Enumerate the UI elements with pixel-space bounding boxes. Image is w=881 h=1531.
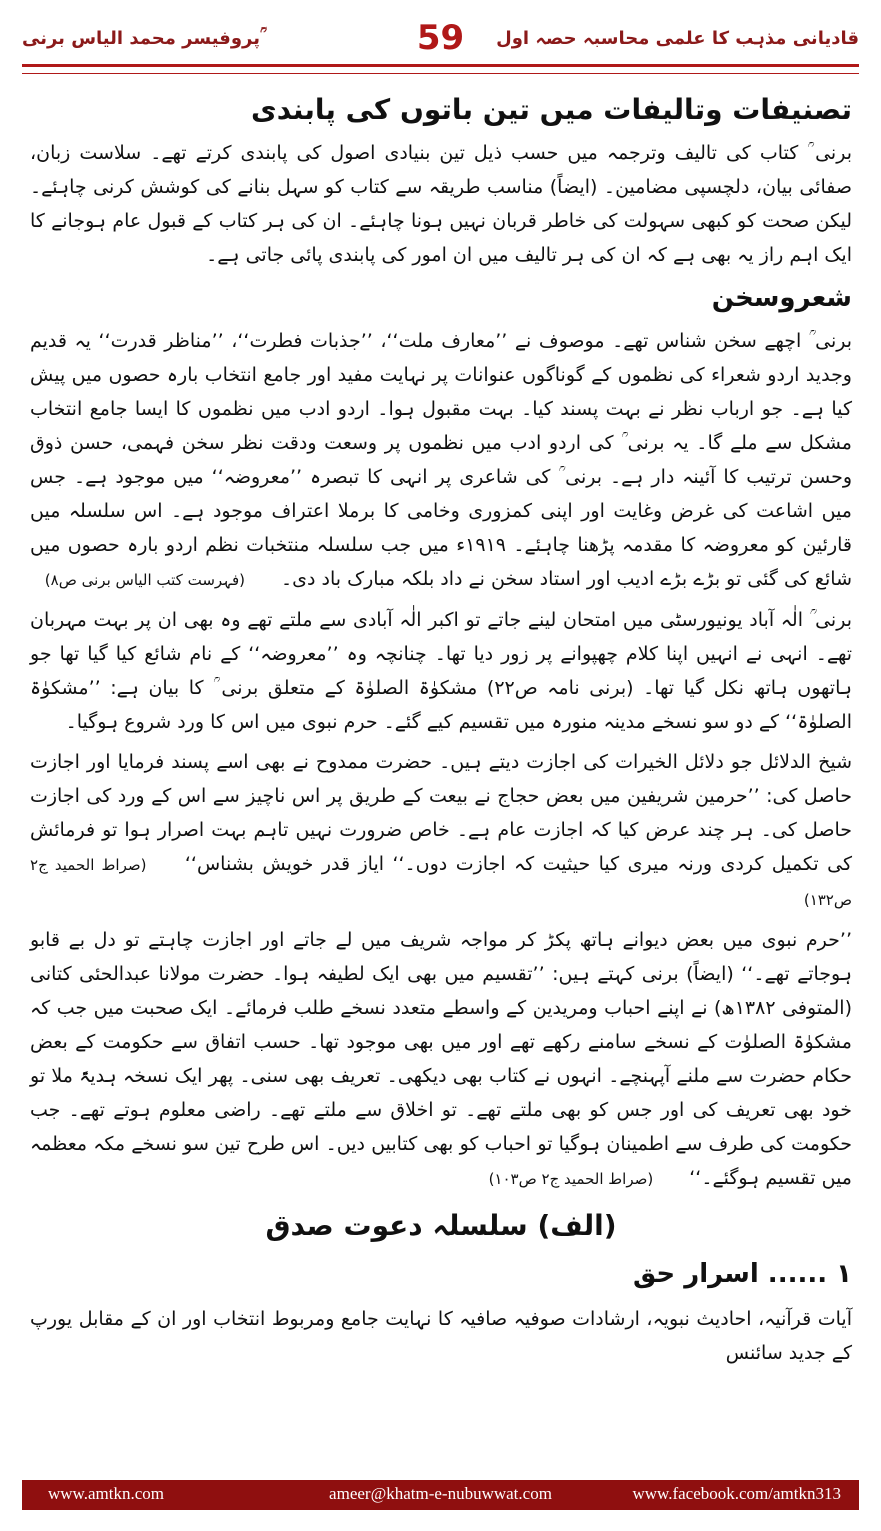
paragraph-distribution-text: ’’حرم نبوی میں بعض دیوانے ہاتھ پکڑ کر مواجہ شریف میں لے جاتے اور اجازت چاہتے تو دل بے قابو ہوجاتے تھے۔‘‘ (ایضاً) برنی کہتے ہیں: ’’تقسیم میں بھی ایک لطیفہ ہوا۔ حضرت مولانا عبدالحئی کتانی (المتوفی ۱۳۸۲ھ) نے اپنے احباب ومریدین کے واسطے متعدد نسخے طلب فرمائے۔ ایک صحبت میں جب کہ مشکوٰۃ الصلوٰت کے نسخے سامنے رکھے تھے اور میں بھی موجود تھا۔ حسب اتفاق سے حکومت کے بعض حکام حضرت سے ملنے آپہنچے۔ انہوں نے کتاب بھی دیکھی۔ تعریف بھی سنی۔ پھر ایک نسخہ ہدیۃً ملا تو خود بھی تعریف کی اور جس کو بھی ملتے تھے۔ تو اخلاق سے ملتے تھے۔ راضی معلوم ہوتے تھے۔ جب حکومت کی طرف سے اطمینان ہوگیا تو احباب کو بھی کتابیں دیں۔ اس طرح تین سو نسخے مکہ معظمہ میں تقسیم ہوگئے۔‘‘ [30,929,852,1189]
paragraph-poetry [30,324,852,597]
page-header [22,18,859,60]
series-heading: (الف) سلسلہ دعوت صدق [265,1209,617,1242]
citation-sirat-103: (صراط الحمید ج۲ ص۱۰۳) [488,1170,654,1188]
page-body [30,88,852,1376]
section-heading-poetry: شعروسخن [711,283,852,313]
paragraph-allahabad: برنی ؒ الٰہ آباد یونیورسٹی میں امتحان لینے جاتے تو اکبر الٰہ آبادی سے ملتے تھے وہ بھی ان پر بہت مہربان تھے۔ انہی نے انہیں اپنا کلام چھپوانے پر زور دیا تھا۔ چنانچہ وہ ’’معروضہ‘‘ کے نام شائع کیا گیا تھا جو ہاتھوں ہاتھ نکل گیا تھا۔ (برنی نامہ ص۲۲) مشکوٰۃ الصلوٰۃ کے متعلق برنی ؒ کا بیان ہے: ’’مشکوٰۃ الصلوٰۃ‘‘ کے دو سو نسخے مدینہ منورہ میں تقسیم کیے گئے۔ حرم نبوی میں اس کا ورد شروع ہوگیا۔ [30,609,852,733]
citation-sirat-132: (صراط الحمید ج۲ ص۱۳۲) [30,856,852,909]
paragraph-poetry-text: برنی ؒ اچھے سخن شناس تھے۔ موصوف نے ’’معارف ملت‘‘، ’’جذبات فطرت‘‘، ’’مناظر قدرت‘‘ یہ قدیم وجدید اردو شعراء کی نظموں کے گوناگوں عنوانات پر نہایت مفید اور جامع انتخاب بارہ حصوں میں پیش کیا ہے۔ جو ارباب نظر نے بہت پسند کیا۔ بہت مقبول ہوا۔ اردو ادب میں نظموں کا ایسا جامع انتخاب مشکل سے ملے گا۔ یہ برنی ؒ کی اردو ادب میں نظموں پر وسعت ودقت نظر سخن فہمی، حسن ذوق وحسن ترتیب کا آئینہ دار ہے۔ برنی ؒ کی شاعری پر انہی کا تبصرہ ’’معروضہ‘‘ میں موجود ہے۔ جس میں اشاعت کی غرض وغایت اور اپنی کمزوری وخامی کا برملا اعتراف موجود ہے۔ اس سلسلہ میں قارئین کو معروضہ کا مقدمہ پڑھنا چاہئے۔ ۱۹۱۹ء میں جب سلسلہ منتخبات نظم اردو بارہ حصوں میں شائع کی گئی تو بڑے بڑے ادیب اور استاد سخن نے داد بلکہ مبارک باد دی۔ [30,330,853,590]
paragraph-principles: برنی ؒ کتاب کی تالیف وترجمہ میں حسب ذیل تین بنیادی اصول کی پابندی کرتے تھے۔ سلاست زبان، صفائی بیان، دلچسپی مضامین۔ (ایضاً) مناسب طریقہ سے کتاب کو سہل بنانے کی کوشش کرنی چاہئے۔ لیکن صحت کو کبھی سہولت کی خاطر قربان نہیں ہونا چاہئے۔ ان کی ہر کتاب کے قبول عام ہوجانے کا ایک اہم راز یہ بھی ہے کہ ان کی ہر تالیف میں ان امور کی پابندی پائی جاتی ہے۔ [30,142,852,266]
header-author: پروفیسر محمد الیاس برنی ؒ [22,28,265,49]
paragraph-permission [30,745,852,917]
header-book-title: قادیانی مذہب کا علمی محاسبہ حصہ اول [496,28,859,49]
paragraph-permission-text: شیخ الدلائل جو دلائل الخیرات کی اجازت دیتے ہیں۔ حضرت ممدوح نے بھی اسے پسند فرمایا اور اجازت حاصل کی: ’’حرمین شریفین میں بعض حجاج نے بیعت کے طریق پر اس ناچیز سے اس کے ورد کی اجازت حاصل کی۔ ہر چند عرض کیا کہ اجازت عام ہے۔ خاص ضرورت نہیں تاہم بہت اصرار ہوا تو فرمائش کی تکمیل کردی ورنہ میری کیا حیثیت کہ اجازت دوں۔‘‘ ایاز قدر خویش بشناس‘‘ [30,751,852,875]
footer-facebook-link[interactable]: www.facebook.com/amtkn313 [632,1484,841,1503]
header-divider [22,64,859,74]
item-heading-asrar-haq: ۱ ...... اسرار حق [633,1259,852,1289]
citation-catalogue: (فہرست کتب الیاس برنی ص۸) [44,571,245,589]
paragraph-distribution [30,923,852,1196]
footer-website-link[interactable]: www.amtkn.com [48,1484,164,1503]
footer-email-link[interactable]: ameer@khatm-e-nubuwwat.com [329,1484,552,1503]
page-footer [22,1480,859,1510]
paragraph-asrar-haq: آیات قرآنیہ، احادیث نبویہ، ارشادات صوفیہ صافیہ کا نہایت جامع ومربوط انتخاب اور ان کے مقابل یورپ کے جدید سائنس [30,1308,852,1364]
page-number: 59 [416,18,465,58]
section-heading-compilations: تصنیفات وتالیفات میں تین باتوں کی پابندی [251,93,852,126]
